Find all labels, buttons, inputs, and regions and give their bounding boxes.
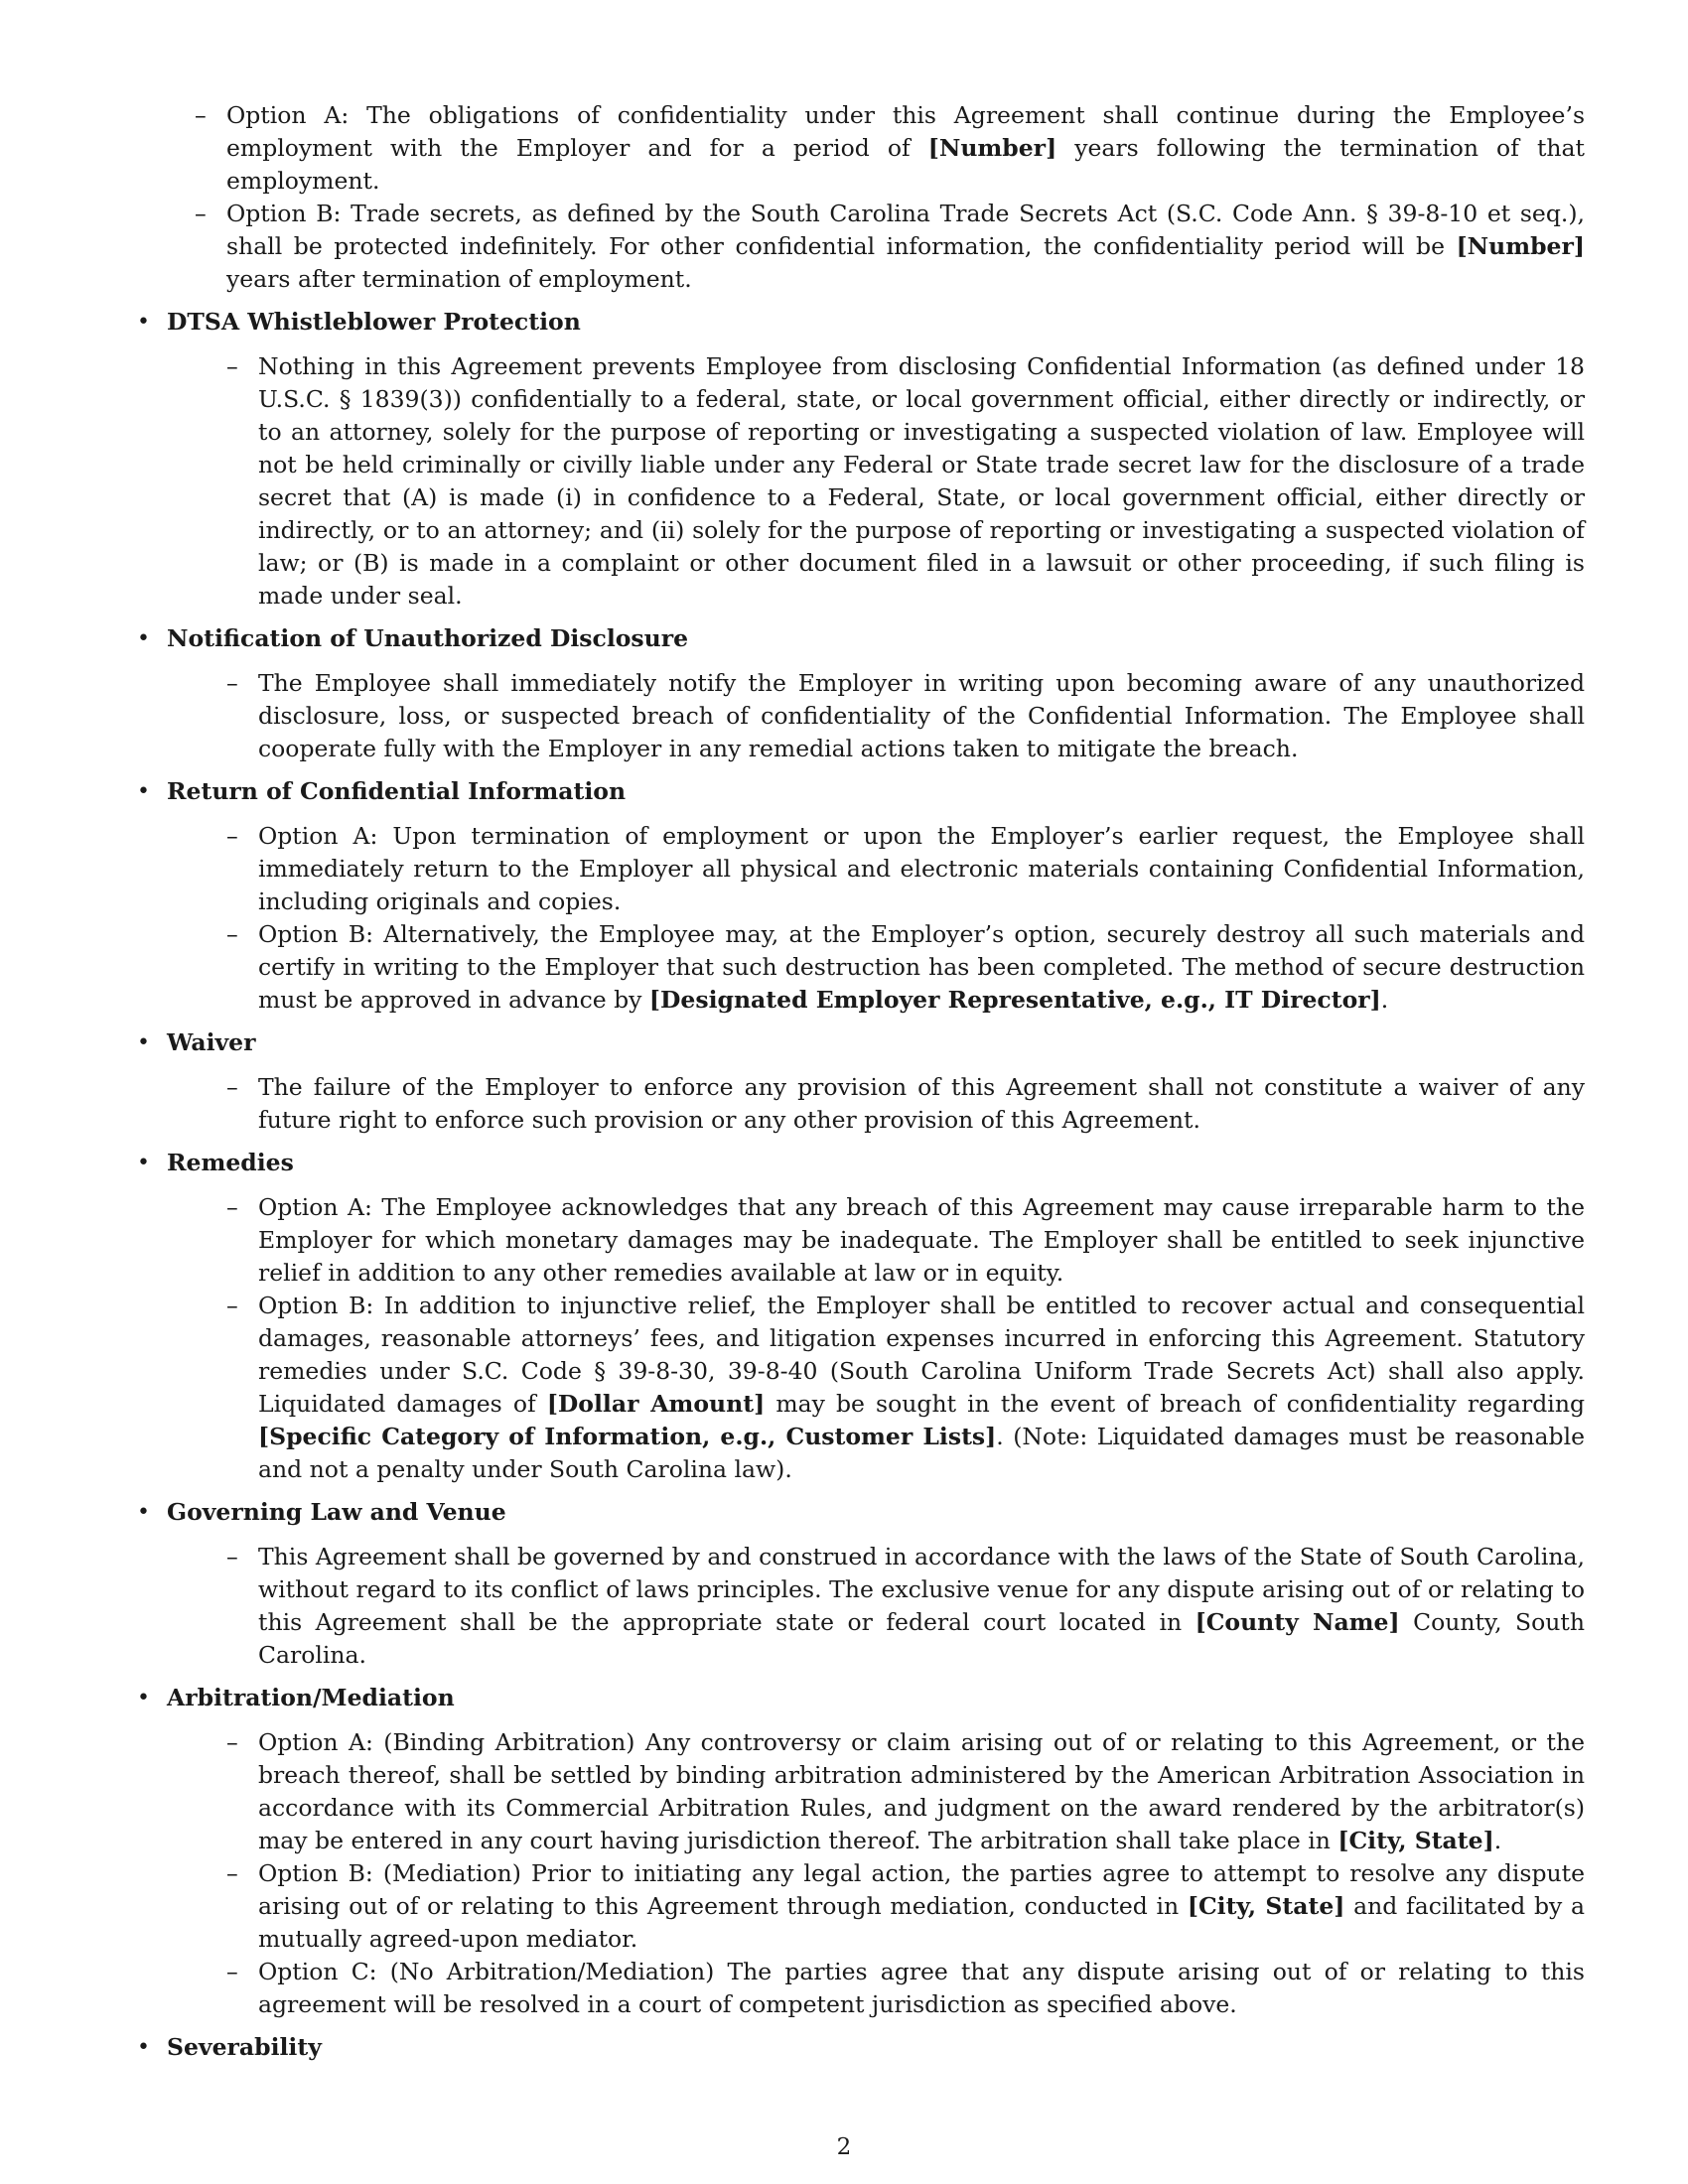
dash-icon: – bbox=[226, 1859, 238, 1887]
clause-item bbox=[226, 1541, 1585, 1672]
section bbox=[135, 1147, 1585, 1486]
clause-list bbox=[167, 667, 1585, 765]
clause-text: County, South Carolina. bbox=[258, 1608, 1585, 1669]
bullet-icon: • bbox=[137, 626, 150, 651]
clause-item bbox=[226, 918, 1585, 1017]
clause-text: The failure of the Employer to enforce any provision of this Agreement shall not constitute a waiver of any future right to enforce such provision or any other provision of this Agreement. bbox=[258, 1073, 1585, 1134]
clause-text: Option A: (Binding Arbitration) Any controversy or claim arising out of or relating to this Agreement, or the breach thereof, shall be settled by binding arbitration administered by the American Arbitration Association in accordance with its Commercial Arbitration Rules, and judgment on the award rendered by the arbitrator(s) may be entered in any court having jurisdiction thereof. The arbitration shall take place in bbox=[258, 1728, 1585, 1854]
dash-icon: – bbox=[226, 822, 238, 850]
section bbox=[135, 1496, 1585, 1672]
placeholder-text: [City, State] bbox=[1337, 1827, 1494, 1854]
clause-text: may be sought in the event of breach of confidentiality regarding bbox=[765, 1390, 1585, 1418]
clause-text: . bbox=[1493, 1827, 1502, 1854]
clause-item bbox=[195, 198, 1585, 296]
clause-list bbox=[167, 820, 1585, 1017]
section bbox=[135, 775, 1585, 1017]
page-number: 2 bbox=[836, 2134, 852, 2160]
dash-icon: – bbox=[195, 101, 207, 129]
placeholder-text: [Designated Employer Representative, e.g., IT Director] bbox=[648, 986, 1381, 1014]
section bbox=[135, 1682, 1585, 2021]
clause-item bbox=[226, 1290, 1585, 1486]
section-heading: Notification of Unauthorized Disclosure bbox=[167, 624, 689, 652]
clause-text: years following the termination of that employment. bbox=[226, 134, 1585, 195]
dash-icon: – bbox=[226, 1292, 238, 1319]
clause-list bbox=[167, 1071, 1585, 1137]
bullet-icon: • bbox=[137, 2035, 150, 2060]
placeholder-text: [Number] bbox=[1456, 232, 1585, 260]
section bbox=[135, 306, 1585, 613]
clause-text: Option A: The obligations of confidentiality under this Agreement shall continue during the Employee’s employment with the Employer and for a period of bbox=[226, 101, 1585, 162]
placeholder-text: [City, State] bbox=[1187, 1892, 1345, 1920]
section-list bbox=[135, 99, 1585, 2064]
clause-item bbox=[226, 350, 1585, 613]
section bbox=[135, 1026, 1585, 1137]
dash-icon: – bbox=[226, 1958, 238, 1985]
section bbox=[135, 99, 1585, 296]
clause-text: This Agreement shall be governed by and construed in accordance with the laws of the State of South Carolina, without regard to its conflict of laws principles. The exclusive venue for any dispute arising out of or relating to this Agreement shall be the appropriate state or federal court located in bbox=[258, 1543, 1585, 1636]
clause-item bbox=[226, 1857, 1586, 1956]
clause-item bbox=[226, 820, 1585, 918]
placeholder-text: [Specific Category of Information, e.g., Customer Lists] bbox=[258, 1423, 997, 1450]
placeholder-text: [Number] bbox=[927, 134, 1057, 162]
section bbox=[135, 622, 1585, 765]
clause-text: Option C: (No Arbitration/Mediation) The parties agree that any dispute arising out of or relating to this agreement will be resolved in a court of competent jurisdiction as specified above. bbox=[258, 1958, 1585, 2018]
clause-item bbox=[226, 1956, 1585, 2021]
clause-text: Nothing in this Agreement prevents Employee from disclosing Confidential Information (as defined under 18 U.S.C. § 1839(3)) confidentially to a federal, state, or local government official, either directly or indirectly, or to an attorney, solely for the purpose of reporting or investigating a suspected violation of law. Employee will not be held criminally or civilly liable under any Federal or State trade secret law for the disclosure of a trade secret that (A) is made (i) in confidence to a Federal, State, or local government official, either directly or indirectly, or to an attorney; and (ii) solely for the purpose of reporting or investigating a suspected violation of law; or (B) is made in a complaint or other document filed in a lawsuit or other proceeding, if such filing is made under seal. bbox=[258, 352, 1585, 610]
clause-item bbox=[226, 1071, 1585, 1137]
clause-text: years after termination of employment. bbox=[226, 265, 692, 293]
clause-item bbox=[226, 667, 1585, 765]
clause-text: Option B: Trade secrets, as defined by the South Carolina Trade Secrets Act (S.C. Code Ann. § 39-8-10 et seq.), shall be protected indefinitely. For other confidential information, the confidentiality period will be bbox=[226, 200, 1585, 260]
bullet-icon: • bbox=[137, 1151, 150, 1175]
clause-list bbox=[167, 1191, 1585, 1486]
dash-icon: – bbox=[226, 920, 238, 948]
bullet-icon: • bbox=[137, 1030, 150, 1055]
clause-list bbox=[167, 1541, 1585, 1672]
clause-text: and facilitated by a mutually agreed-upon mediator. bbox=[258, 1892, 1586, 1953]
bullet-icon: • bbox=[137, 310, 150, 335]
clause-text: Option B: Alternatively, the Employee may, at the Employer’s option, securely destroy all such materials and certify in writing to the Employer that such destruction has been completed. The method of secure destruction must be approved in advance by bbox=[258, 920, 1585, 1014]
section-heading: Severability bbox=[167, 2033, 322, 2061]
clause-text: Option B: In addition to injunctive relief, the Employer shall be entitled to recover actual and consequential damages, reasonable attorneys’ fees, and litigation expenses incurred in enforcing this Agreement. Statutory remedies under S.C. Code § 39-8-30, 39-8-40 (South Carolina Uniform Trade Secrets Act) shall also apply. Liquidated damages of bbox=[258, 1292, 1585, 1418]
section-heading: Arbitration/Mediation bbox=[167, 1684, 455, 1711]
dash-icon: – bbox=[226, 1543, 238, 1570]
placeholder-text: [County Name] bbox=[1195, 1608, 1400, 1636]
dash-icon: – bbox=[226, 1193, 238, 1221]
clause-text: The Employee shall immediately notify the Employer in writing upon becoming aware of any unauthorized disclosure, loss, or suspected breach of confidentiality of the Confidential Information. The Employee shall cooperate fully with the Employer in any remedial actions taken to mitigate the breach. bbox=[258, 669, 1585, 762]
section-heading: Governing Law and Venue bbox=[167, 1498, 506, 1526]
dash-icon: – bbox=[226, 352, 238, 380]
bullet-icon: • bbox=[137, 1500, 150, 1525]
dash-icon: – bbox=[226, 669, 238, 697]
document-page bbox=[135, 99, 1585, 2076]
clause-text: Option A: Upon termination of employment or upon the Employer’s earlier request, the Employee shall immediately return to the Employer all physical and electronic materials containing Confidential Information, including originals and copies. bbox=[258, 822, 1585, 915]
clause-text: Option A: The Employee acknowledges that any breach of this Agreement may cause irreparable harm to the Employer for which monetary damages may be inadequate. The Employer shall be entitled to seek injunctive relief in addition to any other remedies available at law or in equity. bbox=[258, 1193, 1585, 1287]
clause-text: . bbox=[1380, 986, 1389, 1014]
dash-icon: – bbox=[195, 200, 207, 227]
clause-item bbox=[195, 99, 1585, 198]
placeholder-text: [Dollar Amount] bbox=[546, 1390, 766, 1418]
bullet-icon: • bbox=[137, 1686, 150, 1710]
clause-text: . (Note: Liquidated damages must be reasonable and not a penalty under South Carolina law). bbox=[258, 1423, 1585, 1483]
dash-icon: – bbox=[226, 1073, 238, 1101]
section-heading: Remedies bbox=[167, 1149, 294, 1176]
bullet-icon: • bbox=[137, 779, 150, 804]
section-heading: Waiver bbox=[167, 1028, 256, 1056]
clause-text: Option B: (Mediation) Prior to initiating any legal action, the parties agree to attempt to resolve any dispute arising out of or relating to this Agreement through mediation, conducted in bbox=[258, 1859, 1585, 1920]
clause-item bbox=[226, 1726, 1585, 1857]
clause-item bbox=[226, 1191, 1585, 1290]
dash-icon: – bbox=[226, 1728, 238, 1756]
section-heading: Return of Confidential Information bbox=[167, 777, 627, 805]
clause-list bbox=[167, 1726, 1585, 2021]
clause-list bbox=[167, 350, 1585, 613]
clause-list bbox=[135, 99, 1585, 296]
section-heading: DTSA Whistleblower Protection bbox=[167, 308, 581, 336]
section bbox=[135, 2031, 1585, 2064]
